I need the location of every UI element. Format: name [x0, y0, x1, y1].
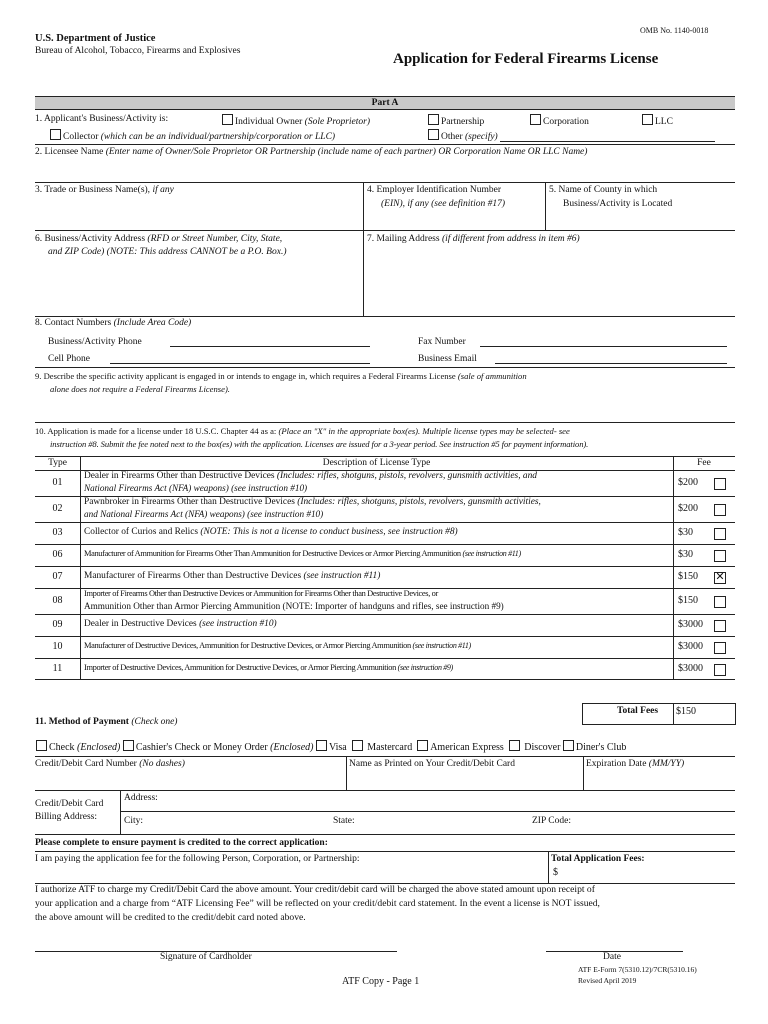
checkmark-x-icon: ✕ — [715, 570, 725, 583]
item5-line1: 5. Name of County in which — [549, 185, 658, 195]
llc-checkbox[interactable] — [642, 114, 653, 125]
card-name-field[interactable] — [349, 771, 579, 789]
license-checkbox-01[interactable] — [714, 478, 726, 490]
license-type-code: 01 — [52, 477, 63, 488]
business-phone-field[interactable] — [170, 336, 370, 347]
form-number: ATF E-Form 7(5310.12)/7CR(5310.16) — [578, 965, 697, 974]
other-checkbox[interactable] — [428, 129, 439, 140]
payment-discover[interactable]: Discover — [509, 742, 561, 753]
option-llc[interactable]: LLC — [642, 114, 673, 127]
mastercard-checkbox[interactable] — [352, 740, 363, 751]
license-description: Importer of Firearms Other than Destructive Devices or Ammunition for Firearms Other than Destructive Devices, or — [84, 589, 438, 598]
license-type-code: 11 — [52, 662, 63, 674]
business-address-field[interactable] — [35, 262, 362, 314]
paying-for-field[interactable] — [35, 866, 545, 880]
partnership-checkbox[interactable] — [428, 114, 439, 125]
item10-line2: instruction #8. Submit the fee noted next to the box(es) with the application. Licenses are issued for a 3-year period. See instruction #5 for payment information). — [50, 439, 589, 449]
item6-line2: and ZIP Code) (NOTE: This address CANNOT be a P.O. Box.) — [48, 247, 287, 257]
payment-amex[interactable]: American Express — [417, 742, 504, 753]
license-checkbox-08[interactable] — [714, 596, 726, 608]
part-a-header: Part A — [35, 96, 735, 110]
license-description: Pawnbroker in Firearms Other than Destructive Devices (Includes: rifles, shotguns, pistols, revolvers, gunsmith activities, — [84, 497, 541, 507]
licensee-name-field[interactable] — [35, 160, 735, 182]
total-fees-label: Total Fees — [617, 706, 659, 716]
license-fee: $200 — [678, 477, 698, 488]
diners-checkbox[interactable] — [563, 740, 574, 751]
other-specify-field[interactable] — [500, 141, 715, 142]
bureau-name: Bureau of Alcohol, Tobacco, Firearms and Explosives — [35, 46, 241, 56]
authorize-line-2: your application and a charge from “ATF Licensing Fee” will be reflected on your credit/debit card statement. In the event a license is NOT issued, — [35, 898, 600, 909]
payment-options — [36, 740, 626, 753]
billing-label-1: Credit/Debit Card — [35, 799, 104, 809]
total-fees-box — [582, 703, 736, 725]
billing-label-2: Billing Address: — [35, 812, 98, 822]
date-field[interactable] — [548, 935, 682, 951]
mailing-address-field[interactable] — [367, 248, 733, 314]
license-checkbox-09[interactable] — [714, 620, 726, 632]
payment-cashier[interactable]: Cashier's Check or Money Order (Enclosed) — [123, 742, 314, 753]
license-type-code: 02 — [52, 503, 63, 514]
license-fee: $3000 — [678, 641, 703, 652]
option-corporation[interactable]: Corporation — [530, 114, 589, 127]
license-description: Manufacturer of Firearms Other than Destructive Devices (see instruction #11) — [84, 571, 381, 581]
card-name-label: Name as Printed on Your Credit/Debit Card — [349, 759, 515, 769]
paying-for-label: I am paying the application fee for the following Person, Corporation, or Partnership: — [35, 854, 360, 864]
license-type-code: 10 — [52, 641, 63, 652]
cell-phone-field[interactable] — [110, 353, 370, 364]
corporation-checkbox[interactable] — [530, 114, 541, 125]
card-number-field[interactable] — [35, 771, 345, 789]
license-fee: $3000 — [678, 662, 703, 674]
form-title: Application for Federal Firearms License — [393, 51, 659, 67]
col-header-fee: Fee — [697, 458, 711, 468]
license-type-code: 03 — [52, 527, 63, 538]
billing-address-field[interactable] — [165, 793, 730, 809]
license-description-cont: Ammunition Other than Armor Piercing Ammunition (NOTE: Importer of handguns and rifles, see instruction #9) — [84, 601, 504, 611]
license-description: Manufacturer of Ammunition for Firearms Other Than Ammunition for Destructive Devices or Armor Piercing Ammunition (see instruction #11) — [84, 549, 521, 558]
total-app-fees-field[interactable] — [562, 866, 730, 880]
item2-label: 2. Licensee Name (Enter name of Owner/Sole Proprietor OR Partnership (include name of each partner) OR Corporation Name OR LLC Name) — [35, 147, 588, 157]
state-field[interactable] — [362, 814, 522, 830]
license-description: Dealer in Destructive Devices (see instruction #10) — [84, 619, 277, 629]
license-checkbox-07[interactable] — [714, 572, 726, 584]
authorize-line-3: the above amount will be credited to the credit/debit card noted above. — [35, 912, 306, 923]
payment-visa[interactable]: Visa — [316, 742, 347, 753]
total-app-fees-label: Total Application Fees: — [551, 854, 645, 864]
license-checkbox-11[interactable] — [714, 664, 726, 676]
fax-label: Fax Number — [418, 337, 466, 347]
signature-field[interactable] — [35, 935, 395, 951]
cell-phone-label: Cell Phone — [48, 354, 90, 364]
total-app-fees-dollar: $ — [553, 867, 558, 878]
license-description-cont: and National Firearms Act (NFA) weapons) (see instruction #10) — [84, 509, 324, 519]
license-fee: $3000 — [678, 619, 703, 630]
cashier-checkbox[interactable] — [123, 740, 134, 751]
license-checkbox-06[interactable] — [714, 550, 726, 562]
license-checkbox-10[interactable] — [714, 642, 726, 654]
item9-line2: alone does not require a Federal Firearms License). — [50, 384, 230, 394]
email-label: Business Email — [418, 354, 477, 364]
authorize-line-1: I authorize ATF to charge my Credit/Debit Card the above amount. Your credit/debit card will be charged the above stated amount upon receipt of — [35, 884, 595, 895]
item10-line1: 10. Application is made for a license under 18 U.S.C. Chapter 44 as a: (Place an "X" in the appropriate box(es). Multiple license types may be selected- see — [35, 426, 570, 436]
visa-checkbox[interactable] — [316, 740, 327, 751]
date-label: Date — [603, 952, 621, 962]
expiry-label: Expiration Date (MM/YY) — [586, 759, 685, 769]
col-header-description: Description of License Type — [322, 458, 431, 468]
card-number-label: Credit/Debit Card Number (No dashes) — [35, 759, 185, 769]
business-phone-label: Business/Activity Phone — [48, 337, 142, 347]
collector-checkbox[interactable] — [50, 129, 61, 140]
individual-owner-checkbox[interactable] — [222, 114, 233, 125]
address-label: Address: — [124, 793, 158, 803]
zip-label: ZIP Code: — [532, 816, 571, 826]
item8-label: 8. Contact Numbers (Include Area Code) — [35, 318, 192, 328]
zip-field[interactable] — [580, 814, 730, 830]
discover-checkbox[interactable] — [509, 740, 520, 751]
item3-label: 3. Trade or Business Name(s), if any — [35, 185, 174, 195]
license-fee: $30 — [678, 527, 693, 538]
fax-field[interactable] — [480, 336, 727, 347]
item11-label: 11. Method of Payment (Check one) — [35, 717, 178, 727]
item9-line1: 9. Describe the specific activity applicant is engaged in or intends to engage in, which requires a Federal Firearms License (sale of ammunition — [35, 371, 527, 381]
license-checkbox-03[interactable] — [714, 528, 726, 540]
payment-diners[interactable]: Diner's Club — [563, 742, 626, 753]
complete-note: Please complete to ensure payment is credited to the correct application: — [35, 838, 328, 848]
item7-label: 7. Mailing Address (if different from address in item #6) — [367, 234, 580, 244]
trade-name-field[interactable] — [35, 197, 362, 227]
license-description: Collector of Curios and Relics (NOTE: This is not a license to conduct business, see instruction #8) — [84, 527, 458, 537]
option-other[interactable]: Other (specify) — [428, 129, 715, 142]
license-fee: $200 — [678, 503, 698, 514]
expiry-field[interactable] — [586, 771, 732, 789]
license-description: Manufacturer of Destructive Devices, Ammunition for Destructive Devices, or Armor Piercing Ammunition (see instruction #11) — [84, 641, 471, 650]
signature-label: Signature of Cardholder — [160, 952, 252, 962]
license-fee: $150 — [678, 595, 698, 606]
license-type-code: 06 — [52, 549, 63, 560]
city-field[interactable] — [148, 814, 323, 830]
payment-mastercard[interactable]: Mastercard — [352, 742, 412, 753]
item4-line1: 4. Employer Identification Number — [367, 185, 502, 195]
omb-number: OMB No. 1140-0018 — [640, 26, 709, 35]
page-footer: ATF Copy - Page 1 — [342, 976, 420, 987]
activity-description-field[interactable] — [35, 396, 735, 420]
total-fees-value[interactable]: $150 — [676, 706, 696, 717]
email-field[interactable] — [495, 353, 727, 364]
license-type-code: 09 — [52, 619, 63, 630]
license-fee: $30 — [678, 549, 693, 560]
license-type-code: 07 — [52, 571, 63, 582]
payment-check[interactable]: Check (Enclosed) — [36, 742, 120, 753]
state-label: State: — [333, 816, 355, 826]
item5-line2: Business/Activity is Located — [563, 199, 673, 209]
option-individual-owner[interactable]: Individual Owner (Sole Proprietor) — [222, 114, 370, 127]
check-checkbox[interactable] — [36, 740, 47, 751]
item6-line1: 6. Business/Activity Address (RFD or Street Number, City, State, — [35, 234, 283, 244]
license-description: Importer of Destructive Devices, Ammunition for Destructive Devices, or Armor Piercing Ammunition (see instruction #9) — [84, 662, 453, 672]
license-description-cont: National Firearms Act (NFA) weapons) (see instruction #10) — [84, 483, 308, 493]
form-revised: Revised April 2019 — [578, 976, 637, 985]
license-fee: $150 — [678, 571, 698, 582]
item1-label: 1. Applicant's Business/Activity is: — [35, 114, 169, 124]
agency-name: U.S. Department of Justice — [35, 33, 156, 44]
item4-line2: (EIN), if any (see definition #17) — [381, 199, 505, 209]
license-checkbox-02[interactable] — [714, 504, 726, 516]
license-description: Dealer in Firearms Other than Destructive Devices (Includes: rifles, shotguns, pistols, revolvers, gunsmith activities, and — [84, 471, 537, 481]
amex-checkbox[interactable] — [417, 740, 428, 751]
license-type-code: 08 — [52, 595, 63, 606]
option-collector[interactable]: Collector (which can be an individual/partnership/corporation or LLC) — [50, 129, 335, 142]
city-label: City: — [124, 816, 144, 826]
col-header-type: Type — [48, 458, 67, 468]
option-partnership[interactable]: Partnership — [428, 114, 484, 127]
